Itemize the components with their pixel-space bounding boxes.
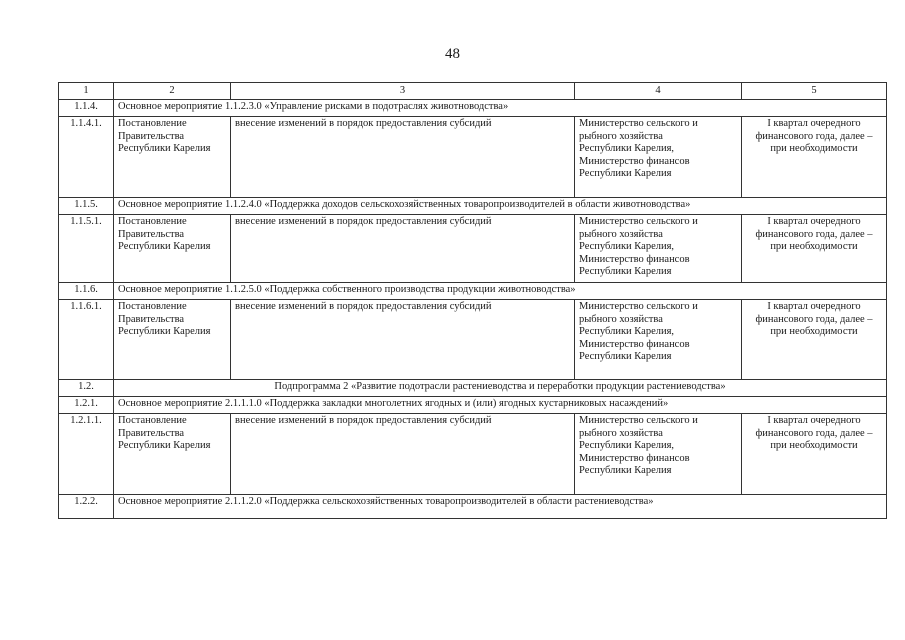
- section-title: Основное мероприятие 1.1.2.4.0 «Поддержка доходов сельскохозяйственных товаропроизводителей в области животноводства»: [114, 198, 887, 215]
- section-row: [59, 283, 887, 300]
- document-type-line: Правительства: [118, 228, 185, 240]
- document-type-cell: [114, 414, 231, 495]
- responsible-line: Республики Карелия: [579, 266, 672, 278]
- row-number: 1.2.: [59, 380, 114, 397]
- section-row: [59, 495, 887, 519]
- row-number: 1.1.4.: [59, 100, 114, 117]
- responsible-line: рыбного хозяйства: [579, 313, 663, 325]
- section-row: [59, 198, 887, 215]
- header-cell-2: 2: [114, 83, 231, 100]
- responsible-line: Министерство финансов: [579, 253, 690, 265]
- responsible-cell: [575, 414, 742, 495]
- responsible-line: Министерство сельского и: [579, 301, 698, 312]
- deadline-line: I квартал очередного: [767, 216, 861, 227]
- section-row: [59, 100, 887, 117]
- document-type-line: Правительства: [118, 427, 185, 439]
- item-row: [59, 300, 887, 380]
- header-cell-1: 1: [59, 83, 114, 100]
- document-type-line: Республики Карелия: [118, 143, 211, 155]
- responsible-line: рыбного хозяйства: [579, 427, 663, 439]
- table-header-row: [59, 83, 887, 100]
- responsible-line: Министерство финансов: [579, 452, 690, 464]
- measures-table: [58, 82, 887, 519]
- responsible-cell: [575, 215, 742, 283]
- deadline-line: при необходимости: [770, 241, 858, 253]
- section-title: Основное мероприятие 1.1.2.5.0 «Поддержка собственного производства продукции животноводства»: [114, 283, 887, 300]
- item-row: [59, 215, 887, 283]
- deadline-cell: [742, 117, 887, 198]
- document-type-line: Республики Карелия: [118, 326, 211, 338]
- document-type-cell: [114, 300, 231, 380]
- deadline-line: финансового года, далее –: [755, 427, 873, 439]
- responsible-line: Республики Карелия: [579, 351, 672, 363]
- deadline-line: I квартал очередного: [767, 415, 861, 426]
- responsible-line: Республики Карелия,: [579, 440, 675, 452]
- section-title: Основное мероприятие 1.1.2.3.0 «Управление рисками в подотраслях животноводства»: [114, 100, 887, 117]
- document-type-line: Правительства: [118, 130, 185, 142]
- deadline-line: при необходимости: [770, 440, 858, 452]
- subprogram-title: Подпрограмма 2 «Развитие подотрасли растениеводства и переработки продукции растениеводства»: [114, 380, 887, 397]
- deadline-line: финансового года, далее –: [755, 130, 873, 142]
- responsible-line: Республики Карелия,: [579, 241, 675, 253]
- deadline-cell: [742, 300, 887, 380]
- row-number: 1.1.5.: [59, 198, 114, 215]
- deadline-cell: [742, 414, 887, 495]
- document-type-line: Правительства: [118, 313, 185, 325]
- row-number: 1.1.6.: [59, 283, 114, 300]
- row-number: 1.2.1.: [59, 397, 114, 414]
- section-title: Основное мероприятие 2.1.1.1.0 «Поддержка закладки многолетних ягодных и (или) ягодных кустарниковых насаждений»: [114, 397, 887, 414]
- row-number: 1.1.5.1.: [59, 215, 114, 283]
- item-row: [59, 414, 887, 495]
- responsible-line: Республики Карелия: [579, 465, 672, 477]
- responsible-line: рыбного хозяйства: [579, 228, 663, 240]
- responsible-line: Министерство финансов: [579, 155, 690, 167]
- deadline-line: при необходимости: [770, 143, 858, 155]
- deadline-line: I квартал очередного: [767, 301, 861, 312]
- deadline-line: финансового года, далее –: [755, 313, 873, 325]
- section-title: Основное мероприятие 2.1.1.2.0 «Поддержка сельскохозяйственных товаропроизводителей в области растениеводства»: [114, 495, 887, 519]
- row-number: 1.1.6.1.: [59, 300, 114, 380]
- document-type-line: Республики Карелия: [118, 440, 211, 452]
- row-number: 1.2.2.: [59, 495, 114, 519]
- content-cell: внесение изменений в порядок предоставления субсидий: [231, 414, 575, 495]
- document-type-line: Постановление: [118, 118, 187, 129]
- header-cell-3: 3: [231, 83, 575, 100]
- deadline-line: при необходимости: [770, 326, 858, 338]
- responsible-line: рыбного хозяйства: [579, 130, 663, 142]
- page-number: 48: [445, 46, 460, 62]
- document-type-line: Республики Карелия: [118, 241, 211, 253]
- content-cell: внесение изменений в порядок предоставления субсидий: [231, 117, 575, 198]
- responsible-line: Министерство сельского и: [579, 118, 698, 129]
- header-cell-4: 4: [575, 83, 742, 100]
- row-number: 1.2.1.1.: [59, 414, 114, 495]
- header-cell-5: 5: [742, 83, 887, 100]
- document-type-line: Постановление: [118, 216, 187, 227]
- deadline-line: финансового года, далее –: [755, 228, 873, 240]
- document-type-line: Постановление: [118, 301, 187, 312]
- responsible-line: Республики Карелия,: [579, 326, 675, 338]
- row-number: 1.1.4.1.: [59, 117, 114, 198]
- responsible-line: Республики Карелия: [579, 168, 672, 180]
- deadline-cell: [742, 215, 887, 283]
- content-cell: внесение изменений в порядок предоставления субсидий: [231, 300, 575, 380]
- responsible-line: Республики Карелия,: [579, 143, 675, 155]
- deadline-line: I квартал очередного: [767, 118, 861, 129]
- document-type-line: Постановление: [118, 415, 187, 426]
- responsible-cell: [575, 117, 742, 198]
- document-type-cell: [114, 215, 231, 283]
- subprogram-row: [59, 380, 887, 397]
- responsible-line: Министерство сельского и: [579, 216, 698, 227]
- item-row: [59, 117, 887, 198]
- responsible-cell: [575, 300, 742, 380]
- content-cell: внесение изменений в порядок предоставления субсидий: [231, 215, 575, 283]
- responsible-line: Министерство сельского и: [579, 415, 698, 426]
- document-type-cell: [114, 117, 231, 198]
- responsible-line: Министерство финансов: [579, 338, 690, 350]
- section-row: [59, 397, 887, 414]
